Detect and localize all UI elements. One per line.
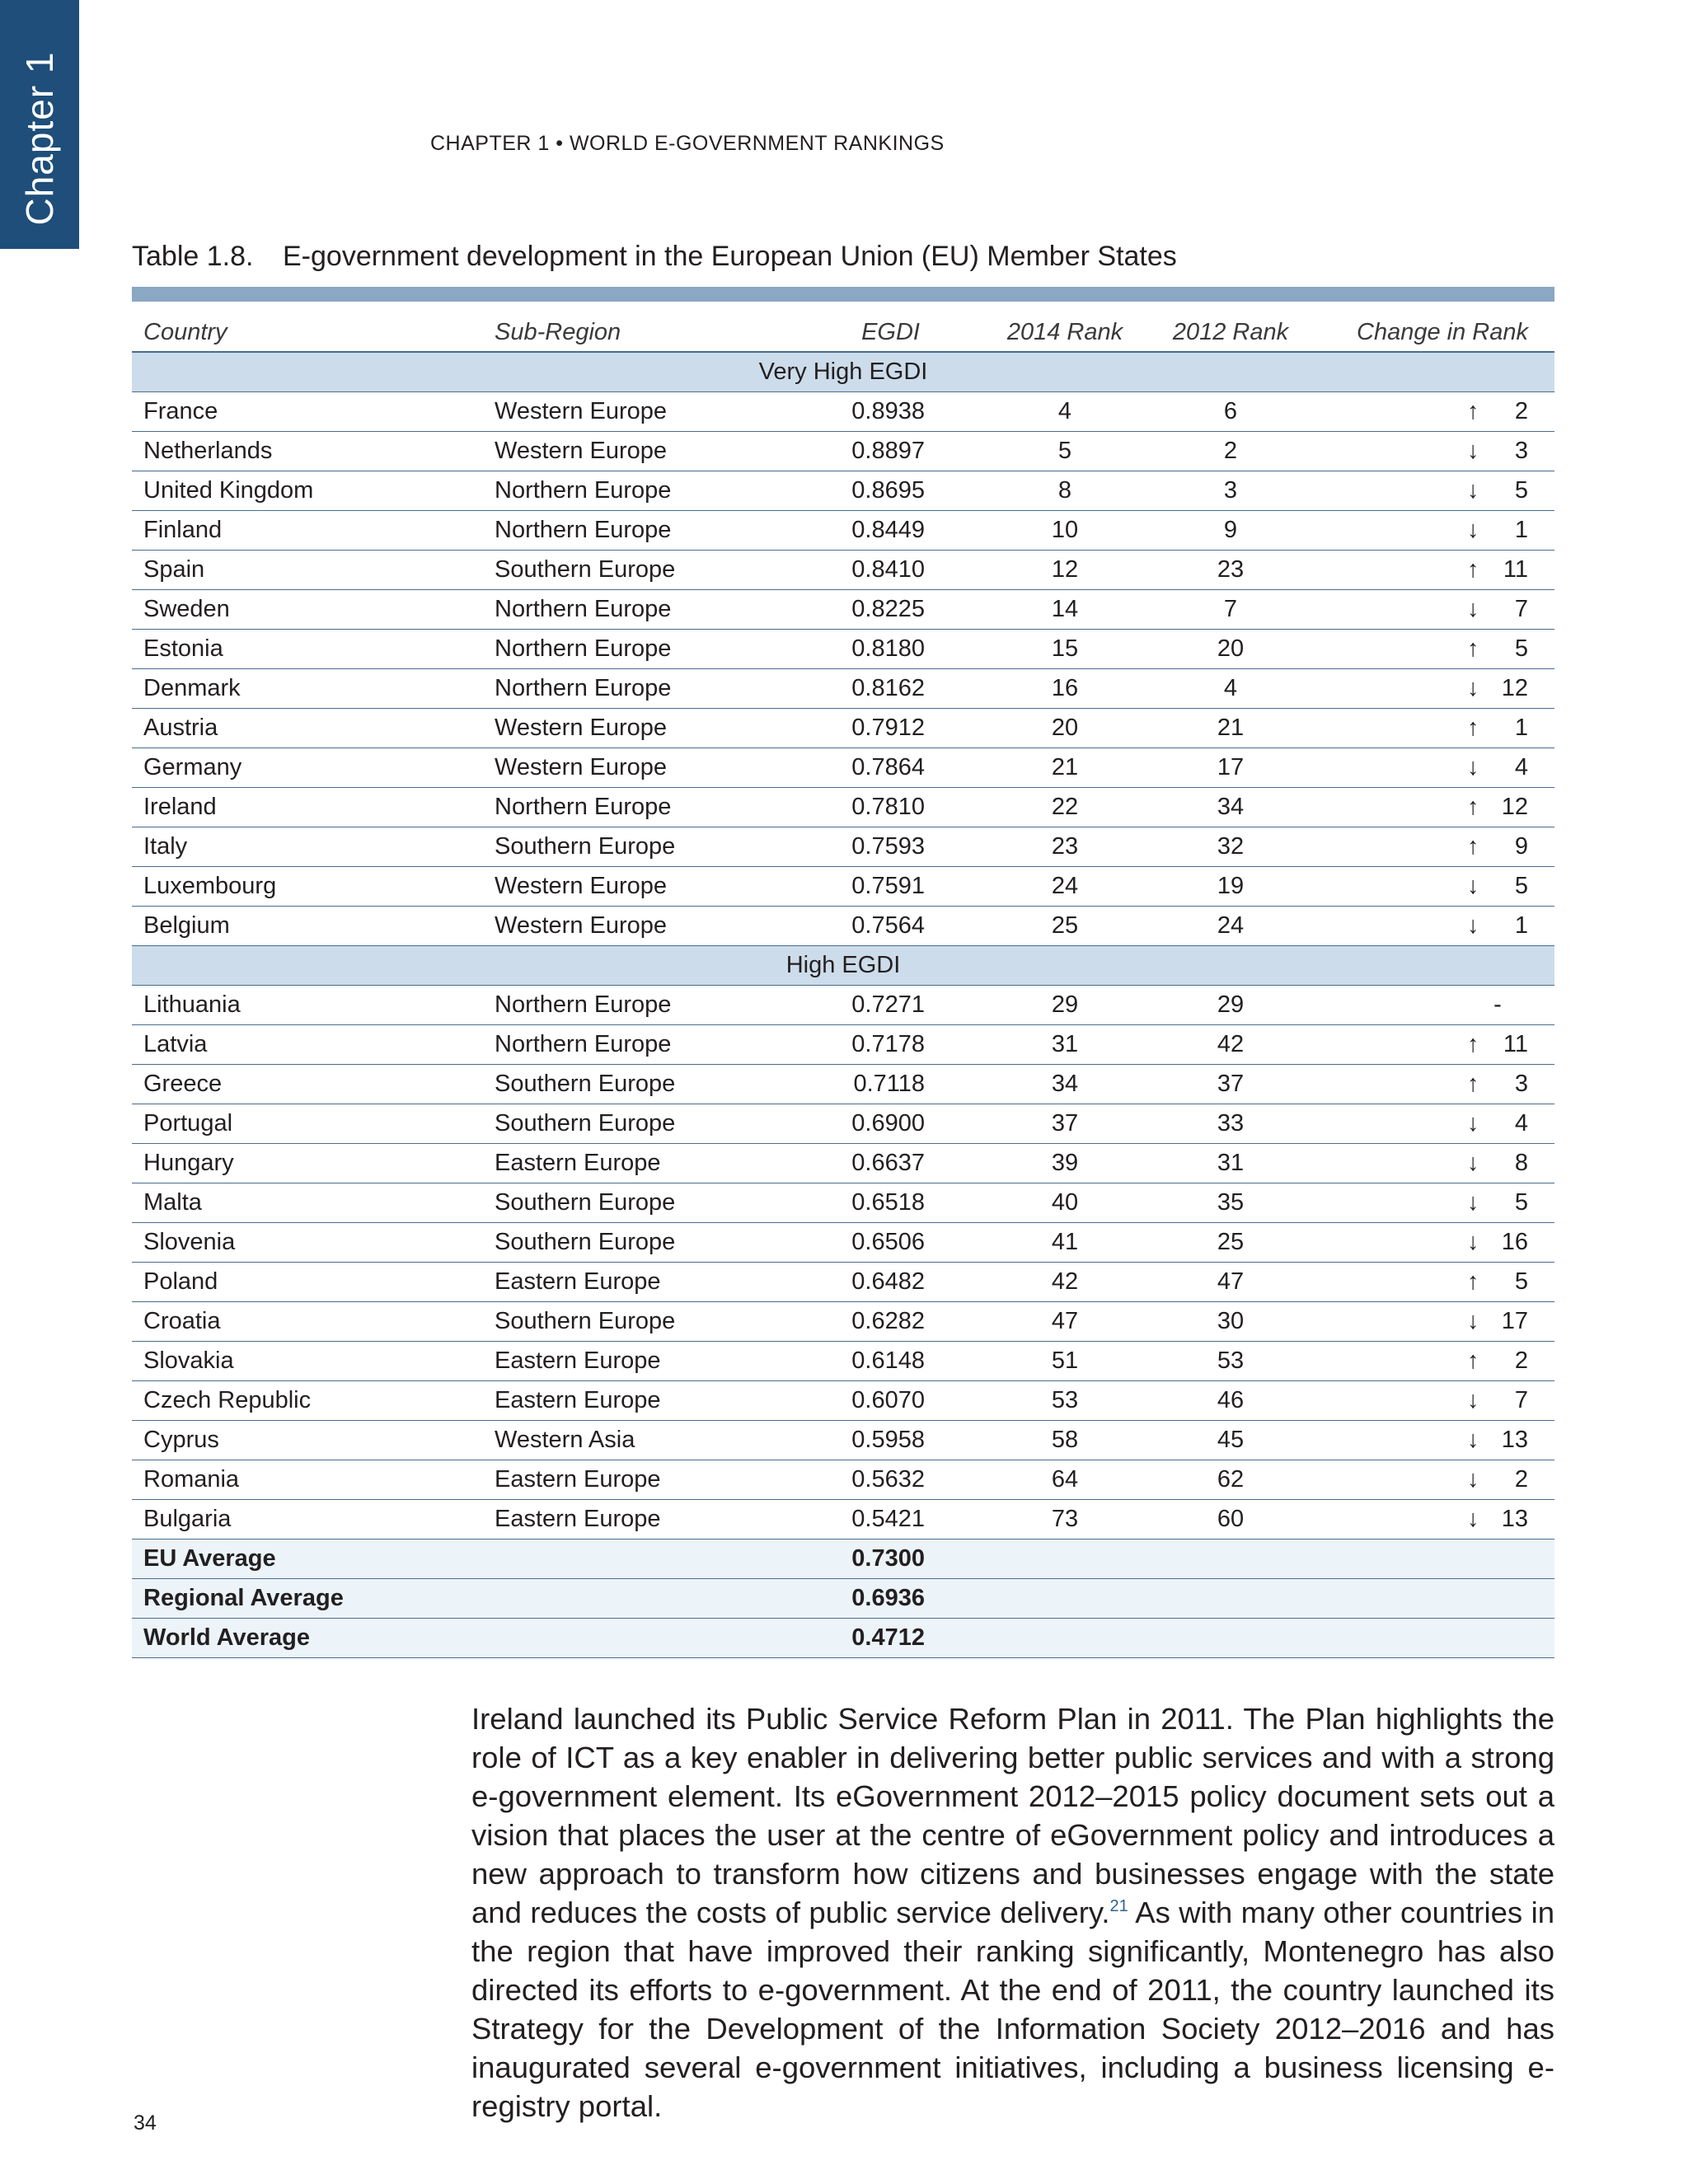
table-row — [132, 1183, 1554, 1223]
cell-egdi: 0.7564 — [801, 907, 976, 946]
table-caption — [132, 241, 1177, 273]
cell-country: Latvia — [132, 1025, 495, 1065]
average-empty-cell — [976, 1619, 1554, 1658]
table-row — [132, 1223, 1554, 1263]
change-value: 1 — [1514, 912, 1528, 939]
table-row — [132, 1263, 1554, 1302]
cell-egdi: 0.8897 — [801, 432, 976, 471]
header-2014-rank: 2014 Rank — [976, 313, 1154, 352]
cell-sub-region: Northern Europe — [495, 788, 801, 827]
cell-change-in-rank — [1307, 551, 1554, 590]
cell-egdi: 0.7178 — [801, 1025, 976, 1065]
cell-2012-rank: 25 — [1154, 1223, 1307, 1263]
cell-egdi: 0.6282 — [801, 1302, 976, 1342]
cell-sub-region: Eastern Europe — [495, 1500, 801, 1540]
table-row — [132, 551, 1554, 590]
cell-country: Estonia — [132, 630, 495, 669]
cell-country: Greece — [132, 1065, 495, 1104]
cell-change-in-rank — [1307, 1421, 1554, 1460]
cell-change-in-rank — [1307, 1025, 1554, 1065]
table-body — [132, 352, 1554, 1658]
cell-2014-rank: 41 — [976, 1223, 1154, 1263]
cell-2012-rank: 33 — [1154, 1104, 1307, 1144]
arrow-down-icon: ↓ — [1467, 754, 1479, 780]
arrow-down-icon: ↓ — [1467, 1110, 1479, 1137]
cell-sub-region: Eastern Europe — [495, 1144, 801, 1183]
cell-change-in-rank — [1307, 630, 1554, 669]
cell-sub-region: Southern Europe — [495, 827, 801, 867]
cell-2012-rank: 46 — [1154, 1381, 1307, 1421]
arrow-up-icon: ↑ — [1467, 833, 1479, 860]
cell-2014-rank: 58 — [976, 1421, 1154, 1460]
header-country: Country — [132, 313, 495, 352]
cell-egdi: 0.8162 — [801, 669, 976, 709]
average-egdi: 0.7300 — [801, 1540, 976, 1579]
change-value: 17 — [1501, 1308, 1528, 1334]
change-value: 5 — [1514, 635, 1528, 662]
cell-2014-rank: 34 — [976, 1065, 1154, 1104]
average-label: World Average — [132, 1619, 801, 1658]
cell-egdi: 0.8180 — [801, 630, 976, 669]
cell-2012-rank: 9 — [1154, 511, 1307, 551]
cell-egdi: 0.7810 — [801, 788, 976, 827]
change-value: 3 — [1514, 438, 1528, 464]
cell-2012-rank: 4 — [1154, 669, 1307, 709]
cell-country: Hungary — [132, 1144, 495, 1183]
cell-country: Netherlands — [132, 432, 495, 471]
table-row — [132, 986, 1554, 1025]
table-row — [132, 590, 1554, 630]
table-row — [132, 1342, 1554, 1381]
cell-change-in-rank — [1307, 1144, 1554, 1183]
footnote-reference[interactable]: 21 — [1109, 1897, 1128, 1915]
cell-sub-region: Southern Europe — [495, 1302, 801, 1342]
arrow-down-icon: ↓ — [1467, 1150, 1479, 1176]
cell-egdi: 0.6482 — [801, 1263, 976, 1302]
change-value: 5 — [1514, 1189, 1528, 1216]
cell-2012-rank: 31 — [1154, 1144, 1307, 1183]
cell-sub-region: Eastern Europe — [495, 1460, 801, 1500]
average-row — [132, 1540, 1554, 1579]
cell-country: Slovakia — [132, 1342, 495, 1381]
average-row — [132, 1579, 1554, 1619]
change-value: 16 — [1501, 1229, 1528, 1255]
cell-sub-region: Western Europe — [495, 432, 801, 471]
cell-2014-rank: 39 — [976, 1144, 1154, 1183]
cell-sub-region: Northern Europe — [495, 471, 801, 511]
chapter-tab-label: Chapter 1 — [18, 51, 61, 226]
table-row — [132, 1302, 1554, 1342]
cell-egdi: 0.7591 — [801, 867, 976, 907]
change-value: 12 — [1501, 794, 1528, 820]
cell-2012-rank: 30 — [1154, 1302, 1307, 1342]
cell-2014-rank: 47 — [976, 1302, 1154, 1342]
table-row — [132, 511, 1554, 551]
cell-2014-rank: 21 — [976, 748, 1154, 788]
cell-country: Malta — [132, 1183, 495, 1223]
arrow-down-icon: ↓ — [1467, 873, 1479, 899]
cell-2014-rank: 25 — [976, 907, 1154, 946]
egdi-table — [132, 313, 1554, 1658]
cell-egdi: 0.6506 — [801, 1223, 976, 1263]
cell-2014-rank: 14 — [976, 590, 1154, 630]
cell-change-in-rank — [1307, 669, 1554, 709]
cell-sub-region: Southern Europe — [495, 1065, 801, 1104]
average-label: EU Average — [132, 1540, 801, 1579]
table-row — [132, 1025, 1554, 1065]
table-row — [132, 1381, 1554, 1421]
cell-change-in-rank — [1307, 1500, 1554, 1540]
cell-change-in-rank — [1307, 986, 1554, 1025]
group-header-row — [132, 946, 1554, 986]
average-empty-cell — [976, 1579, 1554, 1619]
cell-change-in-rank — [1307, 1342, 1554, 1381]
cell-country: Slovenia — [132, 1223, 495, 1263]
cell-country: Spain — [132, 551, 495, 590]
cell-country: Romania — [132, 1460, 495, 1500]
arrow-down-icon: ↓ — [1467, 1387, 1479, 1413]
arrow-up-icon: ↑ — [1467, 1031, 1479, 1057]
cell-2014-rank: 24 — [976, 867, 1154, 907]
arrow-down-icon: ↓ — [1467, 596, 1479, 622]
cell-2012-rank: 37 — [1154, 1065, 1307, 1104]
header-change-in-rank: Change in Rank — [1307, 313, 1554, 352]
table-row — [132, 669, 1554, 709]
cell-sub-region: Northern Europe — [495, 1025, 801, 1065]
cell-2014-rank: 29 — [976, 986, 1154, 1025]
change-value: 13 — [1501, 1506, 1528, 1532]
cell-sub-region: Western Europe — [495, 907, 801, 946]
cell-2012-rank: 3 — [1154, 471, 1307, 511]
cell-change-in-rank — [1307, 432, 1554, 471]
cell-2012-rank: 60 — [1154, 1500, 1307, 1540]
average-empty-cell — [976, 1540, 1554, 1579]
cell-2012-rank: 35 — [1154, 1183, 1307, 1223]
cell-change-in-rank — [1307, 1104, 1554, 1144]
table-top-bar — [132, 287, 1554, 302]
cell-sub-region: Northern Europe — [495, 511, 801, 551]
change-value: 11 — [1503, 1031, 1528, 1057]
arrow-down-icon: ↓ — [1467, 477, 1479, 504]
change-value: 2 — [1514, 1347, 1528, 1374]
no-change-dash: - — [1493, 991, 1502, 1018]
cell-2014-rank: 40 — [976, 1183, 1154, 1223]
change-value: 5 — [1514, 1268, 1528, 1295]
table-row — [132, 1104, 1554, 1144]
header-2012-rank: 2012 Rank — [1154, 313, 1307, 352]
cell-change-in-rank — [1307, 1065, 1554, 1104]
cell-sub-region: Northern Europe — [495, 669, 801, 709]
cell-country: Germany — [132, 748, 495, 788]
cell-2014-rank: 51 — [976, 1342, 1154, 1381]
cell-change-in-rank — [1307, 590, 1554, 630]
paragraph-part-2: As with many other countries in the region that have improved their ranking significantly, Montenegro has also directed its efforts to e-government. At the end of 2011, the country launched its Strategy for the Development of the Information Society 2012–2016 and has inaugurated several e-government initiatives, including a business licensing e-registry portal. — [471, 1896, 1554, 2123]
cell-2012-rank: 19 — [1154, 867, 1307, 907]
cell-egdi: 0.7912 — [801, 709, 976, 748]
arrow-down-icon: ↓ — [1467, 438, 1479, 464]
cell-country: France — [132, 392, 495, 432]
change-value: 9 — [1514, 833, 1528, 860]
cell-change-in-rank — [1307, 907, 1554, 946]
change-value: 8 — [1514, 1150, 1528, 1176]
group-label: High EGDI — [132, 946, 1554, 986]
group-label: Very High EGDI — [132, 352, 1554, 392]
cell-country: Lithuania — [132, 986, 495, 1025]
cell-2012-rank: 53 — [1154, 1342, 1307, 1381]
cell-country: Cyprus — [132, 1421, 495, 1460]
change-value: 1 — [1514, 517, 1528, 543]
change-value: 4 — [1514, 754, 1528, 780]
cell-sub-region: Eastern Europe — [495, 1381, 801, 1421]
cell-2014-rank: 73 — [976, 1500, 1154, 1540]
cell-country: Croatia — [132, 1302, 495, 1342]
arrow-down-icon: ↓ — [1467, 517, 1479, 543]
cell-2012-rank: 34 — [1154, 788, 1307, 827]
cell-change-in-rank — [1307, 827, 1554, 867]
cell-country: Austria — [132, 709, 495, 748]
table-row — [132, 1065, 1554, 1104]
arrow-down-icon: ↓ — [1467, 675, 1479, 701]
cell-2014-rank: 16 — [976, 669, 1154, 709]
cell-change-in-rank — [1307, 471, 1554, 511]
arrow-up-icon: ↑ — [1467, 715, 1479, 741]
cell-2014-rank: 5 — [976, 432, 1154, 471]
change-value: 11 — [1503, 556, 1528, 583]
cell-sub-region: Eastern Europe — [495, 1342, 801, 1381]
cell-egdi: 0.7864 — [801, 748, 976, 788]
cell-2014-rank: 42 — [976, 1263, 1154, 1302]
cell-country: Sweden — [132, 590, 495, 630]
cell-change-in-rank — [1307, 748, 1554, 788]
cell-2012-rank: 23 — [1154, 551, 1307, 590]
cell-change-in-rank — [1307, 788, 1554, 827]
cell-egdi: 0.6148 — [801, 1342, 976, 1381]
cell-sub-region: Western Asia — [495, 1421, 801, 1460]
header-egdi: EGDI — [801, 313, 976, 352]
cell-egdi: 0.8938 — [801, 392, 976, 432]
cell-sub-region: Southern Europe — [495, 1104, 801, 1144]
table-row — [132, 788, 1554, 827]
cell-2012-rank: 42 — [1154, 1025, 1307, 1065]
cell-change-in-rank — [1307, 1223, 1554, 1263]
cell-egdi: 0.8449 — [801, 511, 976, 551]
cell-country: Italy — [132, 827, 495, 867]
cell-egdi: 0.6900 — [801, 1104, 976, 1144]
cell-country: Poland — [132, 1263, 495, 1302]
cell-2014-rank: 8 — [976, 471, 1154, 511]
table-row — [132, 471, 1554, 511]
cell-country: Denmark — [132, 669, 495, 709]
cell-change-in-rank — [1307, 1381, 1554, 1421]
cell-sub-region: Western Europe — [495, 392, 801, 432]
cell-2012-rank: 62 — [1154, 1460, 1307, 1500]
table-row — [132, 1144, 1554, 1183]
cell-egdi: 0.6637 — [801, 1144, 976, 1183]
change-value: 1 — [1514, 715, 1528, 741]
cell-2014-rank: 4 — [976, 392, 1154, 432]
arrow-down-icon: ↓ — [1467, 1427, 1479, 1453]
arrow-up-icon: ↑ — [1467, 1268, 1479, 1295]
cell-sub-region: Western Europe — [495, 748, 801, 788]
cell-change-in-rank — [1307, 1460, 1554, 1500]
cell-sub-region: Northern Europe — [495, 590, 801, 630]
cell-country: Finland — [132, 511, 495, 551]
average-egdi: 0.4712 — [801, 1619, 976, 1658]
cell-2012-rank: 2 — [1154, 432, 1307, 471]
cell-sub-region: Western Europe — [495, 867, 801, 907]
cell-2014-rank: 20 — [976, 709, 1154, 748]
cell-2012-rank: 20 — [1154, 630, 1307, 669]
arrow-down-icon: ↓ — [1467, 1229, 1479, 1255]
cell-2014-rank: 31 — [976, 1025, 1154, 1065]
cell-2014-rank: 22 — [976, 788, 1154, 827]
cell-2014-rank: 37 — [976, 1104, 1154, 1144]
cell-2012-rank: 45 — [1154, 1421, 1307, 1460]
cell-egdi: 0.6518 — [801, 1183, 976, 1223]
arrow-down-icon: ↓ — [1467, 912, 1479, 939]
cell-country: Belgium — [132, 907, 495, 946]
cell-sub-region: Western Europe — [495, 709, 801, 748]
table-number: Table 1.8. — [132, 241, 254, 272]
cell-egdi: 0.5632 — [801, 1460, 976, 1500]
cell-egdi: 0.7271 — [801, 986, 976, 1025]
group-header-row — [132, 352, 1554, 392]
cell-change-in-rank — [1307, 392, 1554, 432]
table-row — [132, 630, 1554, 669]
change-value: 2 — [1514, 1466, 1528, 1493]
header-sub-region: Sub-Region — [495, 313, 801, 352]
average-row — [132, 1619, 1554, 1658]
chapter-tab — [0, 0, 79, 249]
cell-sub-region: Southern Europe — [495, 1183, 801, 1223]
table-row — [132, 1500, 1554, 1540]
cell-2014-rank: 10 — [976, 511, 1154, 551]
cell-sub-region: Northern Europe — [495, 986, 801, 1025]
page-number: 34 — [134, 2111, 157, 2135]
cell-country: Luxembourg — [132, 867, 495, 907]
cell-2012-rank: 17 — [1154, 748, 1307, 788]
cell-egdi: 0.5958 — [801, 1421, 976, 1460]
body-paragraph — [471, 1699, 1554, 2125]
cell-change-in-rank — [1307, 1263, 1554, 1302]
cell-change-in-rank — [1307, 867, 1554, 907]
cell-2014-rank: 23 — [976, 827, 1154, 867]
cell-2012-rank: 29 — [1154, 986, 1307, 1025]
cell-sub-region: Southern Europe — [495, 1223, 801, 1263]
arrow-up-icon: ↑ — [1467, 635, 1479, 662]
cell-country: Portugal — [132, 1104, 495, 1144]
change-value: 12 — [1501, 675, 1528, 701]
arrow-down-icon: ↓ — [1467, 1189, 1479, 1216]
arrow-up-icon: ↑ — [1467, 556, 1479, 583]
cell-egdi: 0.5421 — [801, 1500, 976, 1540]
cell-egdi: 0.7593 — [801, 827, 976, 867]
table-row — [132, 392, 1554, 432]
cell-change-in-rank — [1307, 709, 1554, 748]
cell-2012-rank: 24 — [1154, 907, 1307, 946]
change-value: 5 — [1514, 477, 1528, 504]
cell-sub-region: Eastern Europe — [495, 1263, 801, 1302]
cell-country: Ireland — [132, 788, 495, 827]
table-row — [132, 827, 1554, 867]
arrow-down-icon: ↓ — [1467, 1466, 1479, 1493]
cell-country: Bulgaria — [132, 1500, 495, 1540]
cell-2012-rank: 6 — [1154, 392, 1307, 432]
table-row — [132, 1421, 1554, 1460]
table-row — [132, 432, 1554, 471]
cell-2012-rank: 7 — [1154, 590, 1307, 630]
running-header: CHAPTER 1 • WORLD E-GOVERNMENT RANKINGS — [430, 132, 945, 155]
cell-2014-rank: 15 — [976, 630, 1154, 669]
table-row — [132, 907, 1554, 946]
cell-2014-rank: 64 — [976, 1460, 1154, 1500]
paragraph-part-1: Ireland launched its Public Service Reform Plan in 2011. The Plan highlights the role of ICT as a key enabler in delivering better public services and with a strong e-government element. Its eGovernment 2012–2015 policy document sets out a vision that places the user at the centre of eGovernment policy and introduces a new approach to transform how citizens and businesses engage with the state and reduces the costs of public service delivery. — [471, 1702, 1554, 1929]
average-egdi: 0.6936 — [801, 1579, 976, 1619]
cell-country: Czech Republic — [132, 1381, 495, 1421]
cell-sub-region: Northern Europe — [495, 630, 801, 669]
change-value: 5 — [1514, 873, 1528, 899]
table-header-row — [132, 313, 1554, 352]
cell-2014-rank: 12 — [976, 551, 1154, 590]
table-row — [132, 748, 1554, 788]
arrow-down-icon: ↓ — [1467, 1506, 1479, 1532]
cell-2012-rank: 47 — [1154, 1263, 1307, 1302]
change-value: 4 — [1514, 1110, 1528, 1137]
change-value: 13 — [1501, 1427, 1528, 1453]
cell-egdi: 0.8225 — [801, 590, 976, 630]
cell-egdi: 0.8695 — [801, 471, 976, 511]
cell-egdi: 0.8410 — [801, 551, 976, 590]
cell-egdi: 0.7118 — [801, 1065, 976, 1104]
cell-change-in-rank — [1307, 1183, 1554, 1223]
cell-change-in-rank — [1307, 511, 1554, 551]
arrow-up-icon: ↑ — [1467, 1071, 1479, 1097]
table-row — [132, 1460, 1554, 1500]
average-label: Regional Average — [132, 1579, 801, 1619]
cell-2012-rank: 32 — [1154, 827, 1307, 867]
change-value: 7 — [1514, 1387, 1528, 1413]
arrow-down-icon: ↓ — [1467, 1308, 1479, 1334]
change-value: 2 — [1514, 398, 1528, 424]
arrow-up-icon: ↑ — [1467, 794, 1479, 820]
cell-2012-rank: 21 — [1154, 709, 1307, 748]
cell-egdi: 0.6070 — [801, 1381, 976, 1421]
cell-2014-rank: 53 — [976, 1381, 1154, 1421]
cell-sub-region: Southern Europe — [495, 551, 801, 590]
arrow-up-icon: ↑ — [1467, 398, 1479, 424]
cell-country: United Kingdom — [132, 471, 495, 511]
change-value: 3 — [1514, 1071, 1528, 1097]
table-row — [132, 867, 1554, 907]
table-title: E-government development in the European Union (EU) Member States — [283, 241, 1177, 272]
arrow-up-icon: ↑ — [1467, 1347, 1479, 1374]
cell-change-in-rank — [1307, 1302, 1554, 1342]
table-row — [132, 709, 1554, 748]
change-value: 7 — [1514, 596, 1528, 622]
